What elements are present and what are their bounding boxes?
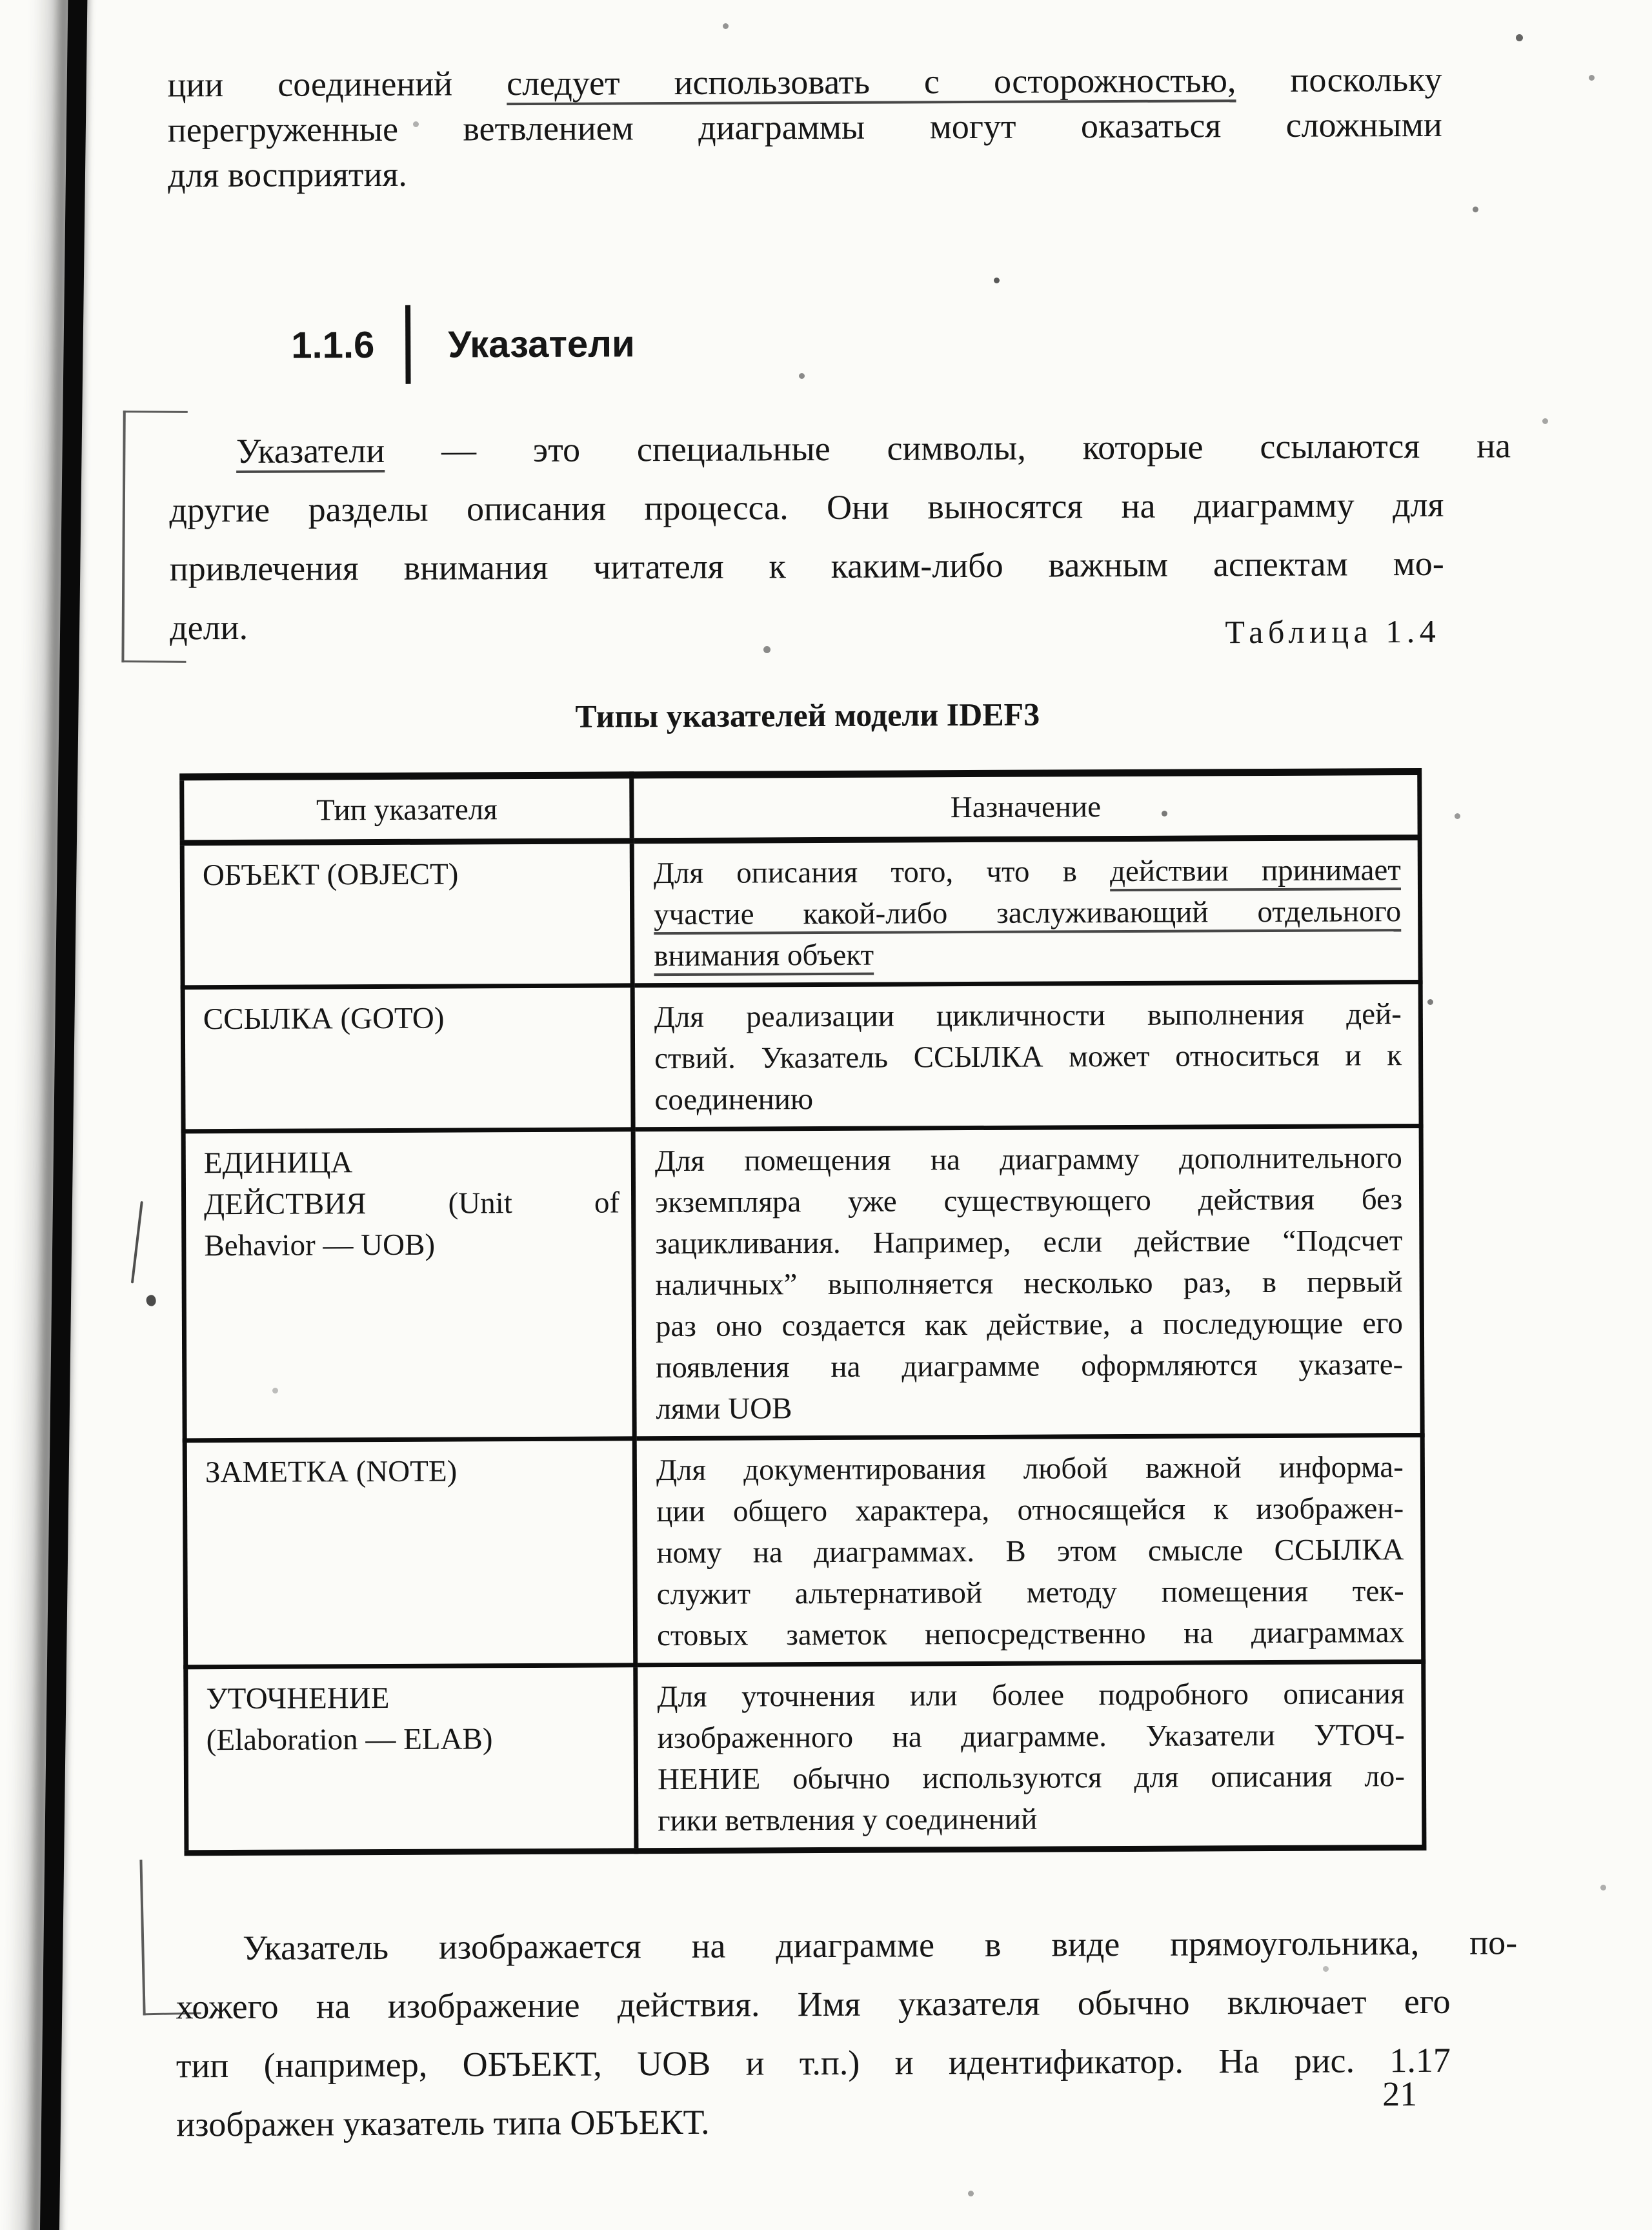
text-line: зацикливания. Например, если действие “Подсчет [655,1224,1403,1261]
pencil-underline: участие какой-либо заслуживающий отдельного [654,895,1402,932]
text-line: УТОЧНЕНИЕ [206,1681,390,1716]
purpose-cell [636,1661,1424,1850]
column-header-purpose: Назначение [632,771,1420,840]
text-line: стовых заметок непосредственно на диаграммах [656,1616,1405,1653]
column-header-type: Тип указателя [182,775,632,843]
text-line: Для реализации цикличности выполнения дей- [654,997,1402,1035]
table-row [186,1661,1424,1852]
purpose-cell [632,837,1420,985]
text-line: соединению [654,1082,814,1117]
text-segment: Для описания того, что в [653,855,1111,891]
text-line [169,416,1511,481]
text-line: Для уточнения или более подробного описания [657,1677,1405,1714]
text-line: (Elaboration — ELAB) [206,1722,493,1758]
pointer-type-cell [182,841,632,988]
text-line: гики ветвления у соединений [658,1802,1038,1838]
page-content [167,0,1518,2154]
purpose-cell [632,982,1421,1129]
text-line: Behavior — UOB) [204,1228,436,1263]
table-header-row [182,771,1420,842]
table-title: Типы указателей модели IDEF3 [575,696,1040,735]
pointer-type-cell [186,1665,636,1853]
text-line: дели. [170,607,248,647]
section-title: Указатели [448,322,635,366]
text-line: служит альтернативой методу помещения тек- [656,1574,1404,1612]
pencil-underline: внимания объект [654,938,874,973]
text-line [167,57,1442,108]
paragraph-top-continuation [167,57,1442,198]
pencil-underline: Указатели [236,431,385,471]
text-line: ЗАМЕТКА (NOTE) [205,1454,458,1490]
text-line [654,891,1401,935]
text-line: наличных” выполняется несколько раз, в первый [655,1265,1403,1303]
pointer-types-table [179,768,1426,1856]
text-line: для восприятия. [168,154,407,195]
text-line [654,932,1401,977]
text-line: Для помещения на диаграмму дополнительного [654,1141,1402,1179]
text-line: привлечения внимания читателя к каким-либо важным аспектам мо- [169,543,1444,589]
table-caption: Таблица 1.4 [1225,613,1441,651]
text-line: Указатель изображается на диаграмме в виде прямоугольника, по- [242,1923,1518,1967]
text-line: ОБЪЕКТ (OBJECT) [202,857,459,893]
pointer-type-cell [183,1130,634,1441]
text-line: экземпляра уже существующего действия без [654,1182,1403,1220]
text-line: Для документирования любой важной информа- [656,1450,1404,1488]
pencil-underline: следует использовать с осторожностью, [507,61,1236,103]
scan-speckles [0,0,3,3]
pencil-mark-dot [145,1293,157,1307]
text-line: перегруженные ветвлением диаграммы могут оказаться сложными [167,105,1442,150]
heading-divider-bar [405,305,411,384]
pointer-type-cell [185,1439,636,1667]
text-line: ствий. Указатель ССЫЛКА может относиться и к [654,1039,1402,1076]
text-line: изображен указатель типа ОБЪЕКТ. [176,2102,710,2144]
text-line: ЕДИНИЦА [203,1146,353,1181]
text-line: появления на диаграмме оформляются указате- [656,1348,1404,1385]
section-heading [291,301,1444,385]
text-line: другие разделы описания процесса. Они выносятся на диаграмму для [169,485,1444,530]
text-line: ДЕЙСТВИЯ (Unit of [203,1186,620,1222]
text-line: изображенного на диаграмме. Указатели УТОЧ- [657,1718,1405,1756]
text-line: хожего на изображение действия. Имя указателя обычно включает его [176,1982,1451,2027]
table-row [183,1126,1422,1440]
table-row [183,982,1421,1131]
text-line [654,849,1401,894]
text-line: лями UOB [656,1392,792,1426]
text-line: ции общего характера, относящейся к изображен- [656,1492,1404,1529]
bottom-paragraph [176,1914,1518,2154]
page-number: 21 [1382,2074,1418,2114]
text-line: раз оно создается как действие, а последующие его [655,1306,1404,1344]
text-line: тип (например, ОБЪЕКТ, UOB и т.п.) и идентификатор. На рис. 1.17 [176,2040,1451,2085]
text-line: ССЫЛКА (GOTO) [203,1001,445,1037]
purpose-cell [634,1435,1424,1665]
text-line: ному на диаграммах. В этом смысле ССЫЛКА [656,1533,1404,1570]
text-segment: ции соединений [167,64,507,105]
pencil-underline: действии принимает [1109,853,1401,889]
text-segment: — это специальные символы, которые ссылаются на [385,426,1511,470]
table-row [182,837,1420,987]
pencil-mark-slash [131,1201,143,1284]
table-row [185,1435,1424,1667]
purpose-cell [633,1126,1422,1438]
text-line: НЕНИЕ обычно используются для описания ло- [657,1759,1405,1797]
text-segment: поскольку [1236,59,1442,100]
pointer-type-cell [183,986,633,1131]
section-number: 1.1.6 [291,323,375,367]
